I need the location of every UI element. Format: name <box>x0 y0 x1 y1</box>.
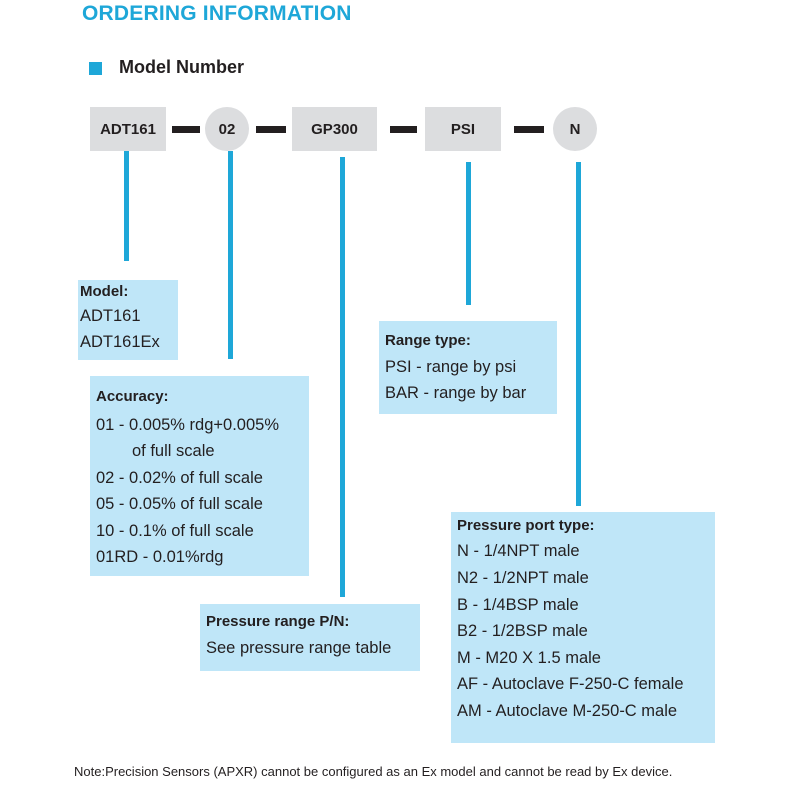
range-type-option: PSI - range by psi <box>385 358 517 376</box>
accuracy-box-title: Accuracy: <box>96 388 169 405</box>
accuracy-option: 01 - 0.005% rdg+0.005% <box>96 416 280 434</box>
range-type-box <box>379 321 557 414</box>
port-option: M - M20 X 1.5 male <box>457 649 601 667</box>
range-pn-box-title: Pressure range P/N: <box>206 613 350 630</box>
code-model: ADT161 <box>90 107 166 151</box>
range-pn-option: See pressure range table <box>206 639 392 657</box>
footnote: Note:Precision Sensors (APXR) cannot be configured as an Ex model and cannot be read by Ex device. <box>74 764 673 779</box>
accuracy-option: 10 - 0.1% of full scale <box>96 522 254 540</box>
model-option: ADT161 <box>80 307 141 325</box>
model-box <box>78 280 178 360</box>
page-title: ORDERING INFORMATION <box>82 2 352 25</box>
code-port: N <box>553 107 597 151</box>
accuracy-option: of full scale <box>132 442 215 460</box>
port-box <box>451 512 715 743</box>
port-box-title: Pressure port type: <box>457 517 595 534</box>
port-option: N2 - 1/2NPT male <box>457 569 589 587</box>
accuracy-option: 01RD - 0.01%rdg <box>96 548 224 566</box>
range-type-option: BAR - range by bar <box>385 384 527 402</box>
code-separator <box>256 126 286 133</box>
connector-port <box>576 162 581 506</box>
section-title: Model Number <box>119 57 245 77</box>
port-option: AF - Autoclave F-250-C female <box>457 675 684 693</box>
accuracy-option: 05 - 0.05% of full scale <box>96 495 263 513</box>
code-range-pn: GP300 <box>292 107 377 151</box>
code-separator <box>172 126 200 133</box>
port-option: N - 1/4NPT male <box>457 542 580 560</box>
range-pn-box <box>200 604 420 671</box>
range-type-box-title: Range type: <box>385 332 471 349</box>
accuracy-box <box>90 376 309 576</box>
port-option: AM - Autoclave M-250-C male <box>457 702 678 720</box>
port-option: B - 1/4BSP male <box>457 596 579 614</box>
code-accuracy: 02 <box>205 107 249 151</box>
connector-range-pn <box>340 157 345 597</box>
code-separator <box>514 126 544 133</box>
accuracy-option: 02 - 0.02% of full scale <box>96 469 263 487</box>
model-option: ADT161Ex <box>80 333 160 351</box>
port-option: B2 - 1/2BSP male <box>457 622 588 640</box>
square-bullet-icon <box>89 62 102 75</box>
connector-range-type <box>466 162 471 305</box>
model-box-title: Model: <box>80 283 129 300</box>
code-separator <box>390 126 417 133</box>
code-range-type: PSI <box>425 107 501 151</box>
connector-accuracy <box>228 151 233 359</box>
connector-model <box>124 151 129 261</box>
